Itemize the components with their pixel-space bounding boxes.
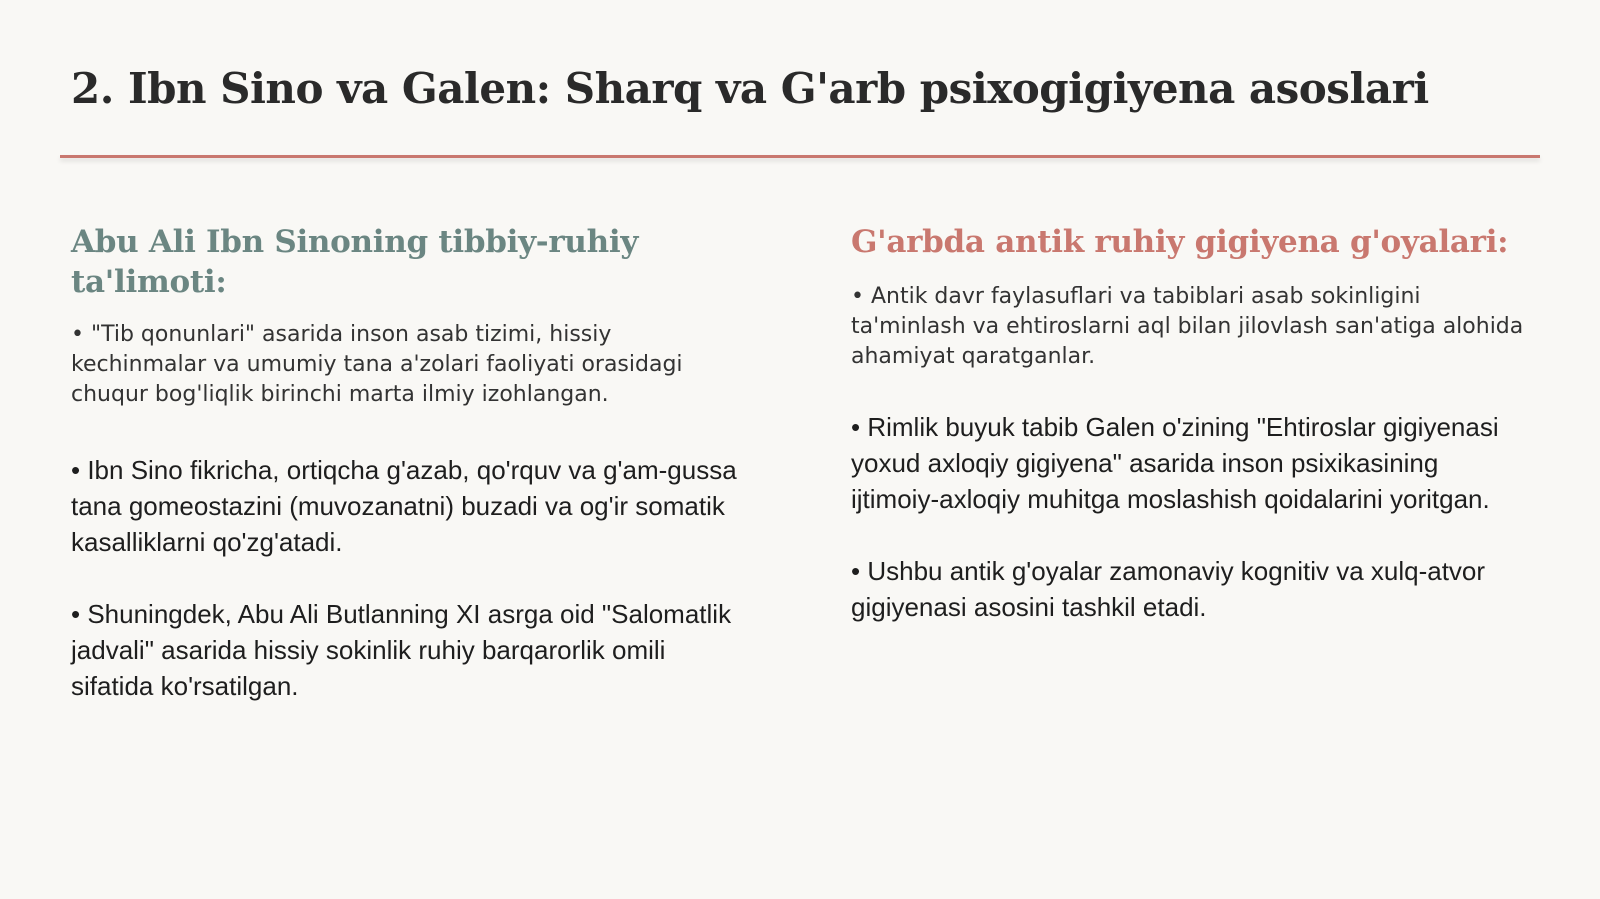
right-bullet-2: • Ushbu antik g'oyalar zamonaviy kognitiv va xulq-atvor gigiyenasi asosini tashkil etadi. [851,556,1486,622]
left-intro: • "Tib qonunlari" asarida inson asab tizimi, hissiy kechinmalar va umumiy tana a'zolari faoliyati orasidagi chuqur bog'liqlik birinchi marta ilmiy izohlangan. [71,322,683,407]
right-bullet-1: • Rimlik buyuk tabib Galen o'zining "Ehtiroslar gigiyenasi yoxud axloqiy gigiyena" asarida inson psixikasining ijtimoiy-axloqiy muhitga moslashish qoidalarini yoritgan. [851,412,1499,514]
title-divider [60,155,1540,158]
left-column [71,222,751,704]
right-heading: G'arbda antik ruhiy gigiyena g'oyalari: [851,224,1509,260]
left-bullet-1: • Ibn Sino fikricha, ortiqcha g'azab, qo'rquv va g'am-gussa tana gomeostazini (muvozanatni) buzadi va og'ir somatik kasalliklarni qo'zg'atadi. [71,455,737,557]
left-bullet-2: • Shuningdek, Abu Ali Butlanning XI asrga oid "Salomatlik jadvali" asarida hissiy sokinlik ruhiy barqarorlik omili sifatida ko'rsatilgan. [71,599,732,701]
left-heading: Abu Ali Ibn Sinoning tibbiy-ruhiy ta'limoti: [71,224,639,300]
right-intro: • Antik davr faylasuflari va tabiblari asab sokinligini ta'minlash va ehtiroslarni aql bilan jilovlash san'atiga alohida ahamiyat qaratganlar. [851,284,1524,369]
right-column [851,222,1531,625]
slide-title: 2. Ibn Sino va Galen: Sharq va G'arb psixogigiyena asoslari [71,64,1429,113]
